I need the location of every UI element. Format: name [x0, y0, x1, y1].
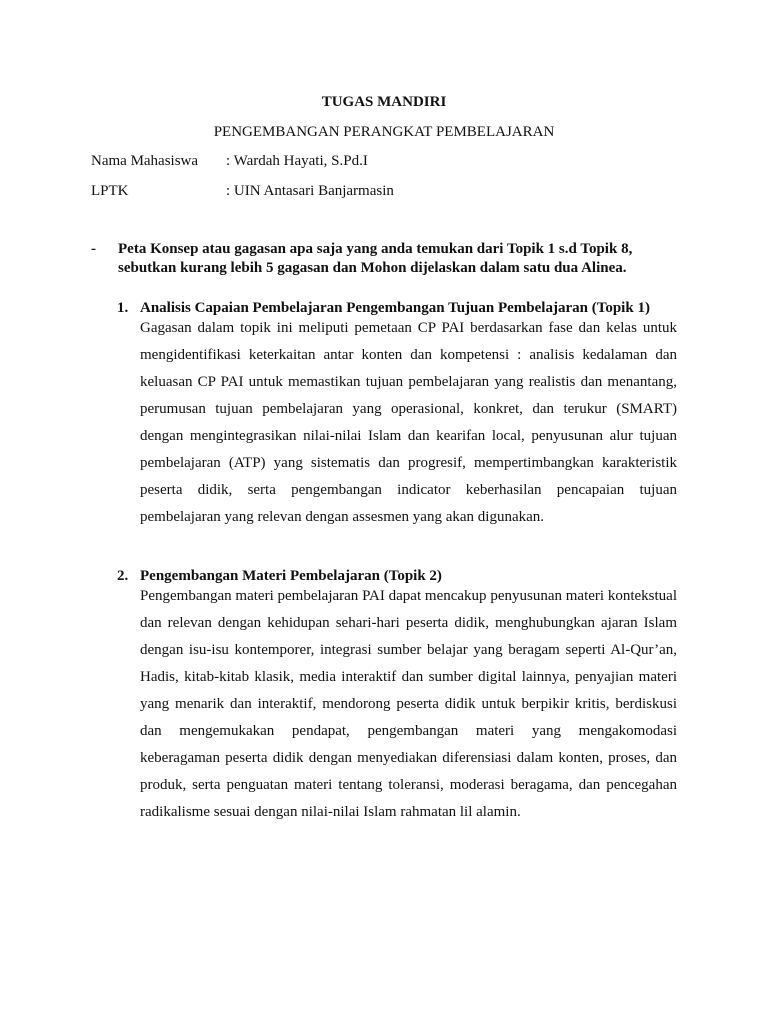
- section-heading: [117, 566, 677, 586]
- document-title: TUGAS MANDIRI: [321, 94, 447, 110]
- section-heading-text: Pengembangan Materi Pembelajaran (Topik 2): [140, 568, 442, 584]
- question-text: Peta Konsep atau gagasan apa saja yang anda temukan dari Topik 1 s.d Topik 8, sebutkan kurang lebih 5 gagasan dan Mohon dijelaskan dalam satu dua Alinea.: [118, 241, 633, 276]
- section-paragraph: Pengembangan materi pembelajaran PAI dapat mencakup penyusunan materi kontekstual dan relevan dengan kehidupan sehari-hari peserta didik, menghubungkan ajaran Islam dengan isu-isu kontemporer, integrasi sumber belajar yang beragam seperti Al-Qur’an, Hadis, kitab-kitab klasik, media interaktif dan sumber digital lainnya, penyajian materi yang menarik dan interaktif, mendorong peserta didik untuk berpikir kritis, berdiskusi dan mengemukakan pendapat, pengembangan materi yang mengakomodasi keberagaman peserta didik dengan menyediakan diferensiasi dalam konten, proses, dan produk, serta penguatan materi tentang toleransi, moderasi beragama, dan pencegahan radikalisme sesuai dengan nilai-nilai Islam rahmatan lil alamin.: [140, 588, 677, 820]
- section-paragraph: Gagasan dalam topik ini meliputi pemetaan CP PAI berdasarkan fase dan kelas untuk mengidentifikasi keterkaitan antar konten dan kompetensi : analisis kedalaman dan keluasan CP PAI untuk memastikan tujuan pembelajaran yang realistis dan menantang, perumusan tujuan pembelajaran yang operasional, konkret, dan terukur (SMART) dengan mengintegrasikan nilai-nilai Islam dan kearifan local, penyusunan alur tujuan pembelajaran (ATP) yang sistematis dan progresif, mempertimbangkan karakteristik peserta didik, serta pengembangan indicator keberhasilan pencapaian tujuan pembelajaran yang relevan dengan assesmen yang akan digunakan.: [140, 320, 677, 525]
- info-value: : Wardah Hayati, S.Pd.I: [226, 153, 368, 169]
- section-number: 1.: [117, 300, 129, 316]
- section-number: 2.: [117, 568, 129, 584]
- info-label: LPTK: [91, 183, 129, 199]
- document-subtitle: PENGEMBANGAN PERANGKAT PEMBELAJARAN: [213, 124, 555, 140]
- answer-section: [117, 566, 677, 826]
- section-heading: [117, 298, 677, 318]
- answer-section: [117, 298, 677, 531]
- section-heading-text: Analisis Capaian Pembelajaran Pengembangan Tujuan Pembelajaran (Topik 1): [140, 300, 650, 316]
- info-label: Nama Mahasiswa: [91, 153, 199, 169]
- question-bullet: -: [91, 241, 96, 257]
- info-value: : UIN Antasari Banjarmasin: [226, 183, 394, 199]
